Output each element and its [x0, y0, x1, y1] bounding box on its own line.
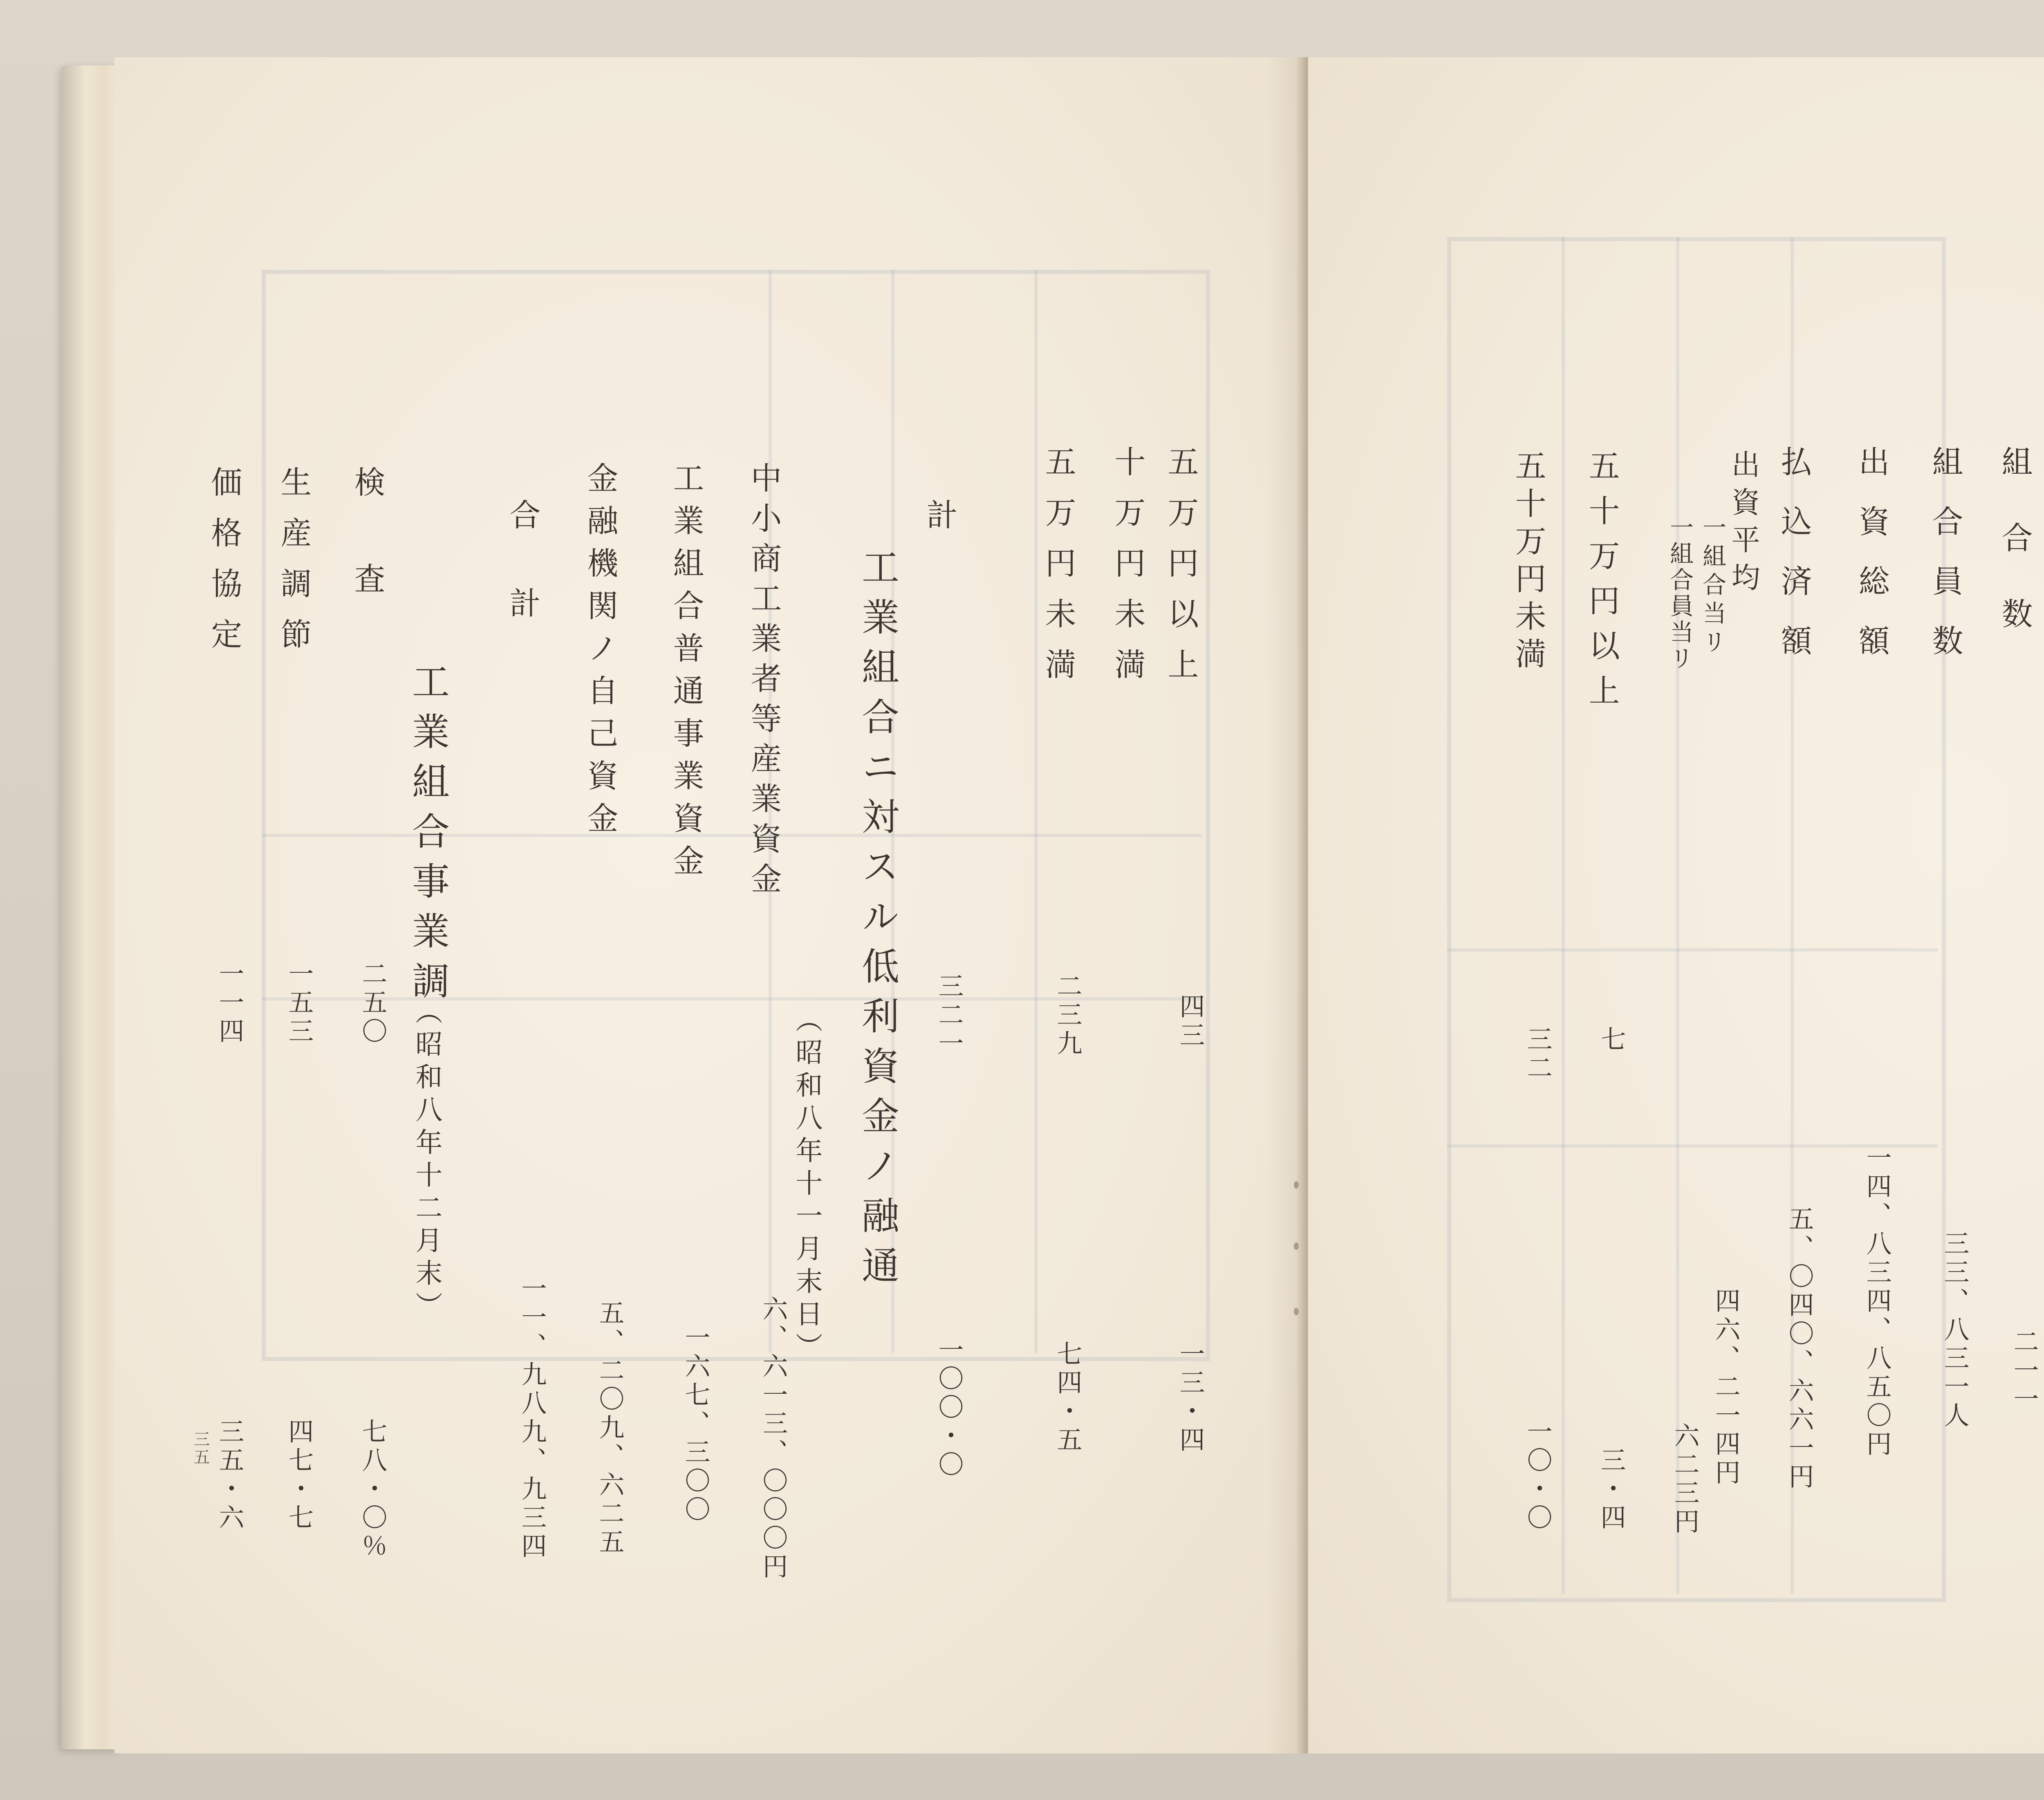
business-row-1-label: 検査 — [349, 466, 385, 659]
capital-row-2-label: 組合員数 — [1927, 446, 1963, 684]
loan-total-value: 一一、九八九、九三四 — [517, 1275, 547, 1561]
loan-row-3-value: 五、二〇九、六二五 — [595, 1300, 625, 1557]
capital-row-4-label: 払込済額 — [1776, 446, 1812, 684]
interest-row-1-pct: 一三・四 — [1175, 1341, 1205, 1455]
capital-row-2-value: 三三、八三一人 — [1940, 1230, 1970, 1431]
capital-row-4-value: 五、〇四〇、六六一円 — [1784, 1206, 1814, 1492]
capital-row-1-value: 二一一 — [2009, 1328, 2039, 1414]
left-page-number: 三五 — [191, 1431, 210, 1466]
loan-row-2-value: 一六七、三〇〇 — [681, 1324, 710, 1525]
capital-row-7-value: 六二三円 — [1670, 1422, 1700, 1537]
show-through-table — [262, 270, 1210, 1361]
left-page — [114, 57, 1308, 1753]
capital-row-8-value: 七 — [1596, 1026, 1626, 1054]
open-book — [61, 57, 2044, 1762]
loan-total-label: 合計 — [504, 499, 541, 675]
capital-row-9-extra: 一〇・〇 — [1523, 1418, 1553, 1533]
business-row-3-label: 価格協定 — [206, 466, 242, 669]
capital-row-9-value: 三二 — [1523, 1026, 1553, 1083]
right-page — [1308, 57, 2044, 1753]
business-row-1-count: 二五〇 — [358, 960, 388, 1046]
interest-row-1-label: 五万円以上 — [1163, 446, 1199, 699]
loan-section-title: 工業組合ニ対スル低利資金ノ融通 — [856, 548, 899, 1296]
capital-row-7-label: 一組合員当リ — [1666, 515, 1694, 672]
capital-row-3-label: 出資総額 — [1853, 446, 1890, 684]
interest-row-3-count: 二三九 — [1053, 973, 1083, 1059]
business-row-2-pct: 四七・七 — [284, 1418, 314, 1533]
interest-total-count: 三二一 — [934, 973, 964, 1059]
interest-row-1-count: 四三 — [1175, 993, 1205, 1050]
business-row-2-count: 一五三 — [284, 960, 314, 1046]
capital-row-8-extra: 三・四 — [1596, 1447, 1626, 1533]
business-row-2-label: 生産調節 — [276, 466, 312, 669]
business-row-1-pct: 七八・〇％ — [358, 1418, 388, 1561]
capital-row-6-value: 四六、二一四円 — [1711, 1287, 1741, 1488]
loan-row-2-label: 工業組合普通事業資金 — [668, 462, 704, 887]
loan-row-3-label: 金融機関ノ自己資金 — [582, 462, 619, 844]
capital-row-6-label: 一組合当リ — [1699, 515, 1726, 658]
capital-row-8-label: 五十万円以上 — [1584, 450, 1620, 719]
capital-row-1-label: 組合数 — [1997, 446, 2033, 674]
capital-row-3-value: 一四、八三四、八五〇円 — [1862, 1144, 1892, 1459]
interest-row-3-pct: 七四・五 — [1053, 1341, 1083, 1455]
interest-total-pct: 一〇〇・〇 — [934, 1337, 964, 1480]
capital-row-5-label: 出資平均 — [1727, 450, 1760, 600]
loan-row-1-label: 中小商工業者等産業資金 — [746, 462, 782, 902]
business-section-title: 工業組合事業調 — [406, 662, 450, 1011]
business-row-3-count: 一一四 — [215, 960, 244, 1046]
interest-total-label: 計 — [921, 499, 958, 549]
business-row-3-pct: 三五・六 — [215, 1418, 244, 1533]
left-page-edges — [61, 65, 123, 1749]
business-section-date: （昭和八年十二月末） — [411, 997, 442, 1324]
interest-row-3-label: 五万円未満 — [1040, 446, 1076, 699]
capital-row-9-label: 五十万円未満 — [1510, 450, 1546, 675]
loan-row-1-value: 六、六一三、〇〇〇円 — [758, 1296, 788, 1582]
loan-section-date: （昭和八年十一月末日） — [791, 1005, 823, 1365]
interest-row-2-label: 十万円未満 — [1109, 446, 1146, 699]
